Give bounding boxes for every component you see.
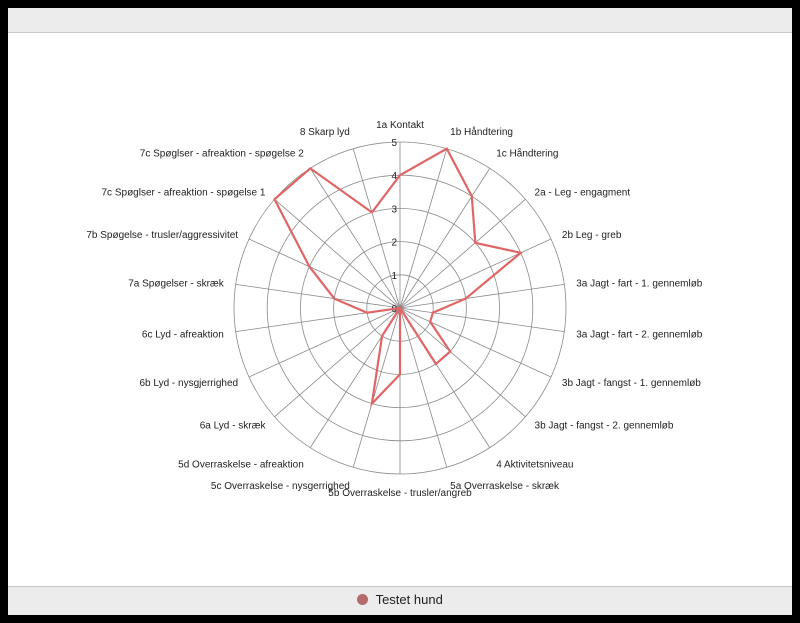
category-label: 6a Lyd - skræk: [199, 420, 266, 432]
radial-tick-label: 4: [391, 171, 397, 183]
chart-plot-area: [8, 33, 792, 586]
category-label: 7c Spøglser - afreaktion - spøgelse 1: [101, 187, 266, 199]
category-label: 3b Jagt - fangst - 2. gennemløb: [534, 420, 674, 432]
radial-tick-label: 0: [391, 304, 397, 315]
category-label: 5b Overraskelse - trusler/angreb: [328, 488, 472, 499]
radial-tick-label: 2: [391, 237, 397, 249]
legend-label[interactable]: Testet hund: [375, 592, 443, 607]
category-label: 7c Spøglser - afreaktion - spøgelse 2: [139, 148, 304, 160]
grid-spoke: [310, 168, 400, 308]
category-label: 3a Jagt - fart - 1. gennemløb: [576, 278, 703, 290]
radial-tick-label: 1: [391, 270, 397, 282]
grid-spoke: [400, 308, 525, 417]
radar-chart: [8, 33, 792, 586]
category-label: 2b Leg - greb: [561, 230, 622, 242]
category-label: 7b Spøgelse - trusler/aggressivitet: [86, 230, 239, 242]
chart-window: [8, 8, 792, 615]
radial-tick-label: 3: [391, 204, 397, 216]
grid-spoke: [400, 199, 525, 308]
category-label: 1b Håndtering: [450, 127, 513, 139]
category-label: 1c Håndtering: [496, 148, 559, 160]
chart-header-bar: [8, 8, 792, 33]
legend-marker-icon: [357, 594, 368, 605]
grid-spoke: [275, 308, 400, 417]
category-label: 6b Lyd - nysgjerrighed: [139, 377, 239, 389]
grid-spoke: [400, 284, 564, 308]
category-label: 5c Overraskelse - nysgerrighed: [210, 480, 350, 492]
category-label: 3b Jagt - fangst - 1. gennemløb: [561, 377, 701, 389]
grid-spoke: [236, 284, 400, 308]
category-label: 8 Skarp lyd: [299, 127, 350, 139]
grid-spoke: [400, 168, 490, 308]
category-label: 3a Jagt - fart - 2. gennemløb: [576, 329, 703, 341]
category-label: 1a Kontakt: [376, 120, 424, 131]
category-label: 6c Lyd - afreaktion: [141, 329, 224, 341]
category-label: 7a Spøgelser - skræk: [128, 278, 224, 290]
legend-bar: [8, 586, 792, 615]
category-label: 2a - Leg - engagment: [534, 187, 631, 199]
category-label: 5d Overraskelse - afreaktion: [178, 459, 304, 471]
legend: [8, 592, 792, 607]
grid-spoke: [400, 308, 564, 332]
radial-tick-label: 5: [391, 138, 397, 149]
category-label: 4 Aktivitetsniveau: [496, 459, 574, 471]
category-label: 5a Overraskelse - skræk: [450, 480, 560, 492]
series-line: [275, 149, 521, 404]
grid-spoke: [275, 199, 400, 308]
